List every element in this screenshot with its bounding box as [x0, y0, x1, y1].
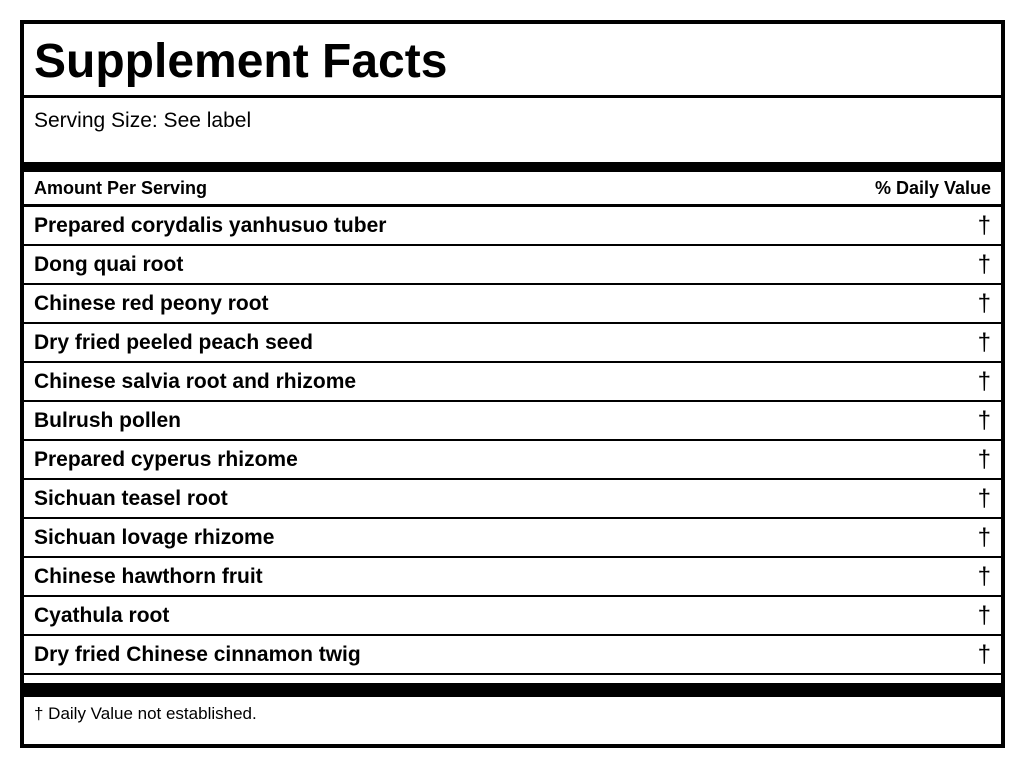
- ingredient-row: [24, 519, 1001, 558]
- ingredient-name: Prepared cyperus rhizome: [34, 447, 298, 471]
- ingredient-name: Sichuan lovage rhizome: [34, 525, 275, 549]
- supplement-facts-panel: [20, 20, 1005, 748]
- ingredient-name: Sichuan teasel root: [34, 486, 228, 510]
- serving-size: Serving Size: See label: [24, 98, 1001, 172]
- ingredient-row: [24, 246, 1001, 285]
- ingredient-row: [24, 597, 1001, 636]
- daily-value-dagger: †: [977, 562, 991, 590]
- ingredient-name: Dong quai root: [34, 252, 184, 276]
- ingredient-row: [24, 324, 1001, 363]
- panel-title: Supplement Facts: [24, 24, 1001, 98]
- daily-value-dagger: †: [977, 289, 991, 317]
- daily-value-dagger: †: [977, 523, 991, 551]
- ingredient-row: [24, 558, 1001, 597]
- ingredient-row: [24, 402, 1001, 441]
- footnote: † Daily Value not established.: [34, 704, 257, 723]
- daily-value-dagger: †: [977, 445, 991, 473]
- daily-value-dagger: †: [977, 601, 991, 629]
- daily-value-dagger: †: [977, 484, 991, 512]
- daily-value-dagger: †: [977, 640, 991, 668]
- ingredient-row: [24, 207, 1001, 246]
- ingredient-row: [24, 636, 1001, 675]
- daily-value-dagger: †: [977, 406, 991, 434]
- thick-divider: [24, 683, 1001, 697]
- ingredient-name: Cyathula root: [34, 603, 170, 627]
- ingredient-name: Chinese hawthorn fruit: [34, 564, 263, 588]
- ingredient-row: [24, 363, 1001, 402]
- ingredient-row: [24, 285, 1001, 324]
- daily-value-header: % Daily Value: [874, 177, 991, 198]
- ingredient-list: [24, 207, 1001, 675]
- column-header-row: [24, 172, 1001, 207]
- ingredient-row: [24, 441, 1001, 480]
- daily-value-dagger: †: [977, 367, 991, 395]
- ingredient-row: [24, 480, 1001, 519]
- ingredient-name: Chinese red peony root: [34, 291, 269, 315]
- ingredient-name: Chinese salvia root and rhizome: [34, 369, 357, 393]
- ingredient-name: Dry fried Chinese cinnamon twig: [34, 642, 361, 666]
- ingredient-name: Bulrush pollen: [34, 408, 181, 432]
- amount-per-serving-header: Amount Per Serving: [34, 177, 208, 198]
- daily-value-dagger: †: [977, 328, 991, 356]
- daily-value-dagger: †: [977, 211, 991, 239]
- ingredient-name: Dry fried peeled peach seed: [34, 330, 313, 354]
- ingredient-name: Prepared corydalis yanhusuo tuber: [34, 213, 387, 237]
- daily-value-dagger: †: [977, 250, 991, 278]
